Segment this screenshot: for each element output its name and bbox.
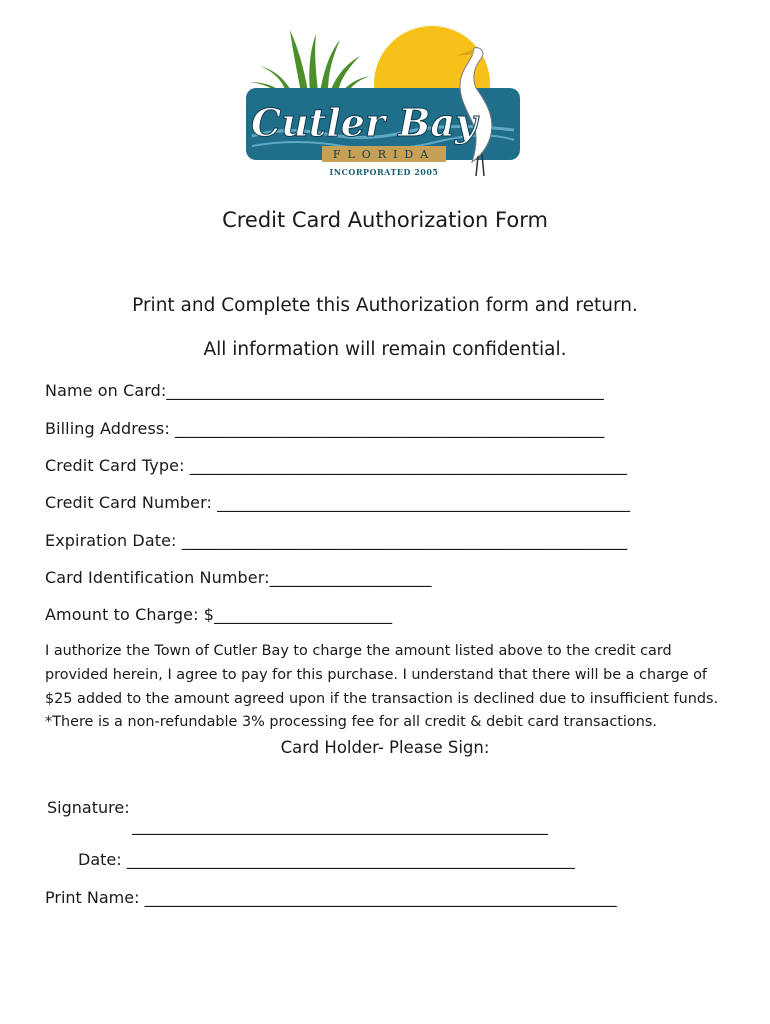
- authorization-line-2: provided herein, I agree to pay for this purchase. I understand that there will be a charge of: [45, 666, 708, 683]
- cutler-bay-logo: [246, 26, 524, 178]
- card-type-field[interactable]: Credit Card Type: ______________________________________________________: [45, 456, 628, 475]
- expiration-date-field[interactable]: Expiration Date: _______________________________________________________: [45, 531, 628, 550]
- logo-state: FLORIDA: [332, 148, 436, 161]
- signature-field[interactable]: ____________________________________________________: [132, 816, 548, 835]
- card-id-number-field[interactable]: Card Identification Number:____________________: [45, 568, 432, 587]
- intro-line-2: All information will remain confidential.: [203, 339, 567, 360]
- authorization-paragraph: [45, 640, 735, 735]
- sign-heading: Card Holder- Please Sign:: [280, 738, 490, 757]
- authorization-line-3: $25 added to the amount agreed upon if the transaction is declined due to insufficient funds.: [45, 690, 719, 707]
- billing-address-field[interactable]: Billing Address: _____________________________________________________: [45, 419, 605, 438]
- form-title: Credit Card Authorization Form: [222, 208, 548, 232]
- amount-to-charge-field[interactable]: Amount to Charge: $______________________: [45, 605, 393, 624]
- name-on-card-field[interactable]: Name on Card:______________________________________________________: [45, 381, 604, 400]
- signature-label: Signature:: [47, 798, 130, 817]
- print-name-field[interactable]: Print Name: ___________________________________________________________: [45, 888, 617, 907]
- authorization-line-1: I authorize the Town of Cutler Bay to charge the amount listed above to the credit card: [45, 643, 672, 659]
- intro-line-1: Print and Complete this Authorization form and return.: [132, 295, 638, 316]
- processing-fee-note: *There is a non-refundable 3% processing fee for all credit & debit card transactions.: [45, 714, 657, 731]
- logo-wordmark: Cutler Bay: [250, 100, 478, 145]
- date-field[interactable]: Date: ________________________________________________________: [78, 850, 575, 869]
- logo-tagline: INCORPORATED 2005: [329, 167, 439, 177]
- grass-icon: [250, 30, 370, 92]
- card-number-field[interactable]: Credit Card Number: ___________________________________________________: [45, 493, 631, 512]
